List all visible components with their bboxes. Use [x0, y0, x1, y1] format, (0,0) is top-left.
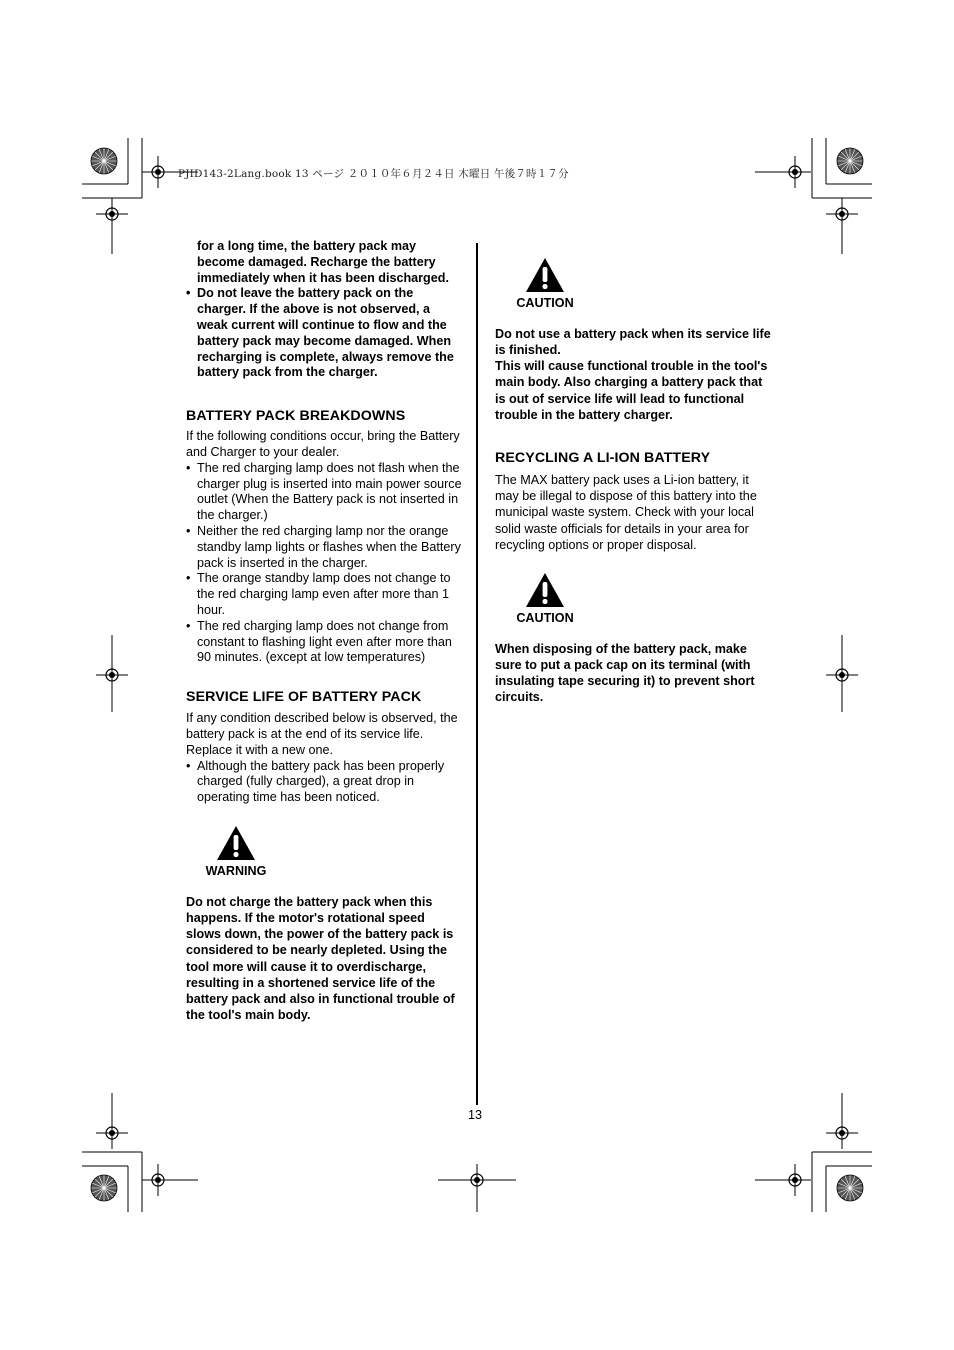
crosshair-registration-icon [826, 1117, 858, 1149]
crosshair-registration-icon [826, 198, 858, 230]
caution-label: CAUTION [516, 296, 574, 310]
list-item: • The orange standby lamp does not change to the red charging lamp even after more than 1 hour. [186, 571, 462, 618]
intro-continuation: for a long time, the battery pack may become damaged. Recharge the battery immediately when it has been discharged. [197, 239, 449, 285]
crosshair-registration-icon [826, 659, 858, 691]
warning-label: WARNING [205, 863, 267, 878]
left-column [186, 239, 462, 1023]
list-item: • Neither the red charging lamp nor the orange standby lamp lights or flashes when the Battery pack is inserted in the charger. [186, 524, 462, 571]
color-bar-icon [91, 148, 117, 174]
service-life-list [186, 759, 462, 806]
caution-text: When disposing of the battery pack, make sure to put a pack cap on its terminal (with insulating tape securing it) to prevent short circuits. [495, 641, 755, 705]
caution-label: CAUTION [516, 611, 574, 626]
crosshair-registration-icon [96, 1117, 128, 1149]
breakdowns-intro: If the following conditions occur, bring the Battery and Charger to your dealer. [186, 429, 460, 459]
warning-triangle-icon [525, 572, 565, 608]
crosshair-registration-icon [779, 156, 811, 188]
crosshair-registration-icon [779, 1164, 811, 1196]
color-bar-icon [91, 1175, 117, 1201]
list-item: • Although the battery pack has been properly charged (fully charged), a great drop in operating time has been noticed. [186, 759, 462, 806]
crosshair-registration-icon [96, 659, 128, 691]
crosshair-registration-icon [142, 1164, 174, 1196]
caution-text: Do not use a battery pack when its service life is finished. [495, 326, 771, 357]
crosshair-registration-icon [142, 156, 174, 188]
breakdowns-list [186, 461, 462, 666]
crosshair-registration-icon [96, 198, 128, 230]
intro-bullet-list [186, 286, 462, 381]
service-life-intro: If any condition described below is observed, the battery pack is at the end of its service life. Replace it with a new one. [186, 711, 458, 757]
caution-block-1 [495, 257, 595, 312]
caution-text: This will cause functional trouble in the tool's main body. Also charging a battery pack that is out of service life will lead to functional trouble in the battery charger. [495, 359, 768, 422]
recycling-text: The MAX battery pack uses a Li-ion battery, it may be illegal to dispose of this battery into the municipal waste system. Check with your local solid waste officials for details in your area for recycling options or proper disposal. [495, 473, 757, 552]
right-column [495, 239, 771, 706]
section-title-service-life: SERVICE LIFE OF BATTERY PACK [186, 689, 422, 706]
crosshair-registration-icon [461, 1164, 493, 1196]
page-number: 13 [468, 1108, 483, 1122]
section-title-breakdowns: BATTERY PACK BREAKDOWNS [186, 408, 406, 425]
section-title-recycling: RECYCLING A LI-ION BATTERY [495, 450, 711, 467]
print-header: PJID143-2Lang.book 13 ページ ２０１０年６月２４日 木曜日 午後７時１７分 [178, 168, 569, 180]
warning-block [186, 825, 286, 880]
warning-triangle-icon [525, 257, 565, 293]
list-item: • The red charging lamp does not change from constant to flashing light even after more than 90 minutes. (except at low temperatures) [186, 619, 462, 666]
warning-text: Do not charge the battery pack when this happens. If the motor's rotational speed slows down, the power of the battery pack is considered to be nearly depleted. Using the tool more will cause it to overdischarge, resulting in a shortened service life of the battery pack and also in functional trouble of the tool's main body. [186, 894, 455, 1023]
list-item: • The red charging lamp does not flash when the charger plug is inserted into main power source outlet (When the Battery pack is not inserted in the charger.) [186, 461, 462, 524]
color-bar-icon [837, 148, 863, 174]
column-divider [476, 243, 478, 1105]
caution-block-2 [495, 572, 595, 627]
warning-triangle-icon [216, 825, 256, 861]
color-bar-icon [837, 1175, 863, 1201]
list-item: • Do not leave the battery pack on the charger. If the above is not observed, a weak current will continue to flow and the battery pack may become damaged. When recharging is complete, always remove the battery pack from the charger. [186, 286, 462, 381]
